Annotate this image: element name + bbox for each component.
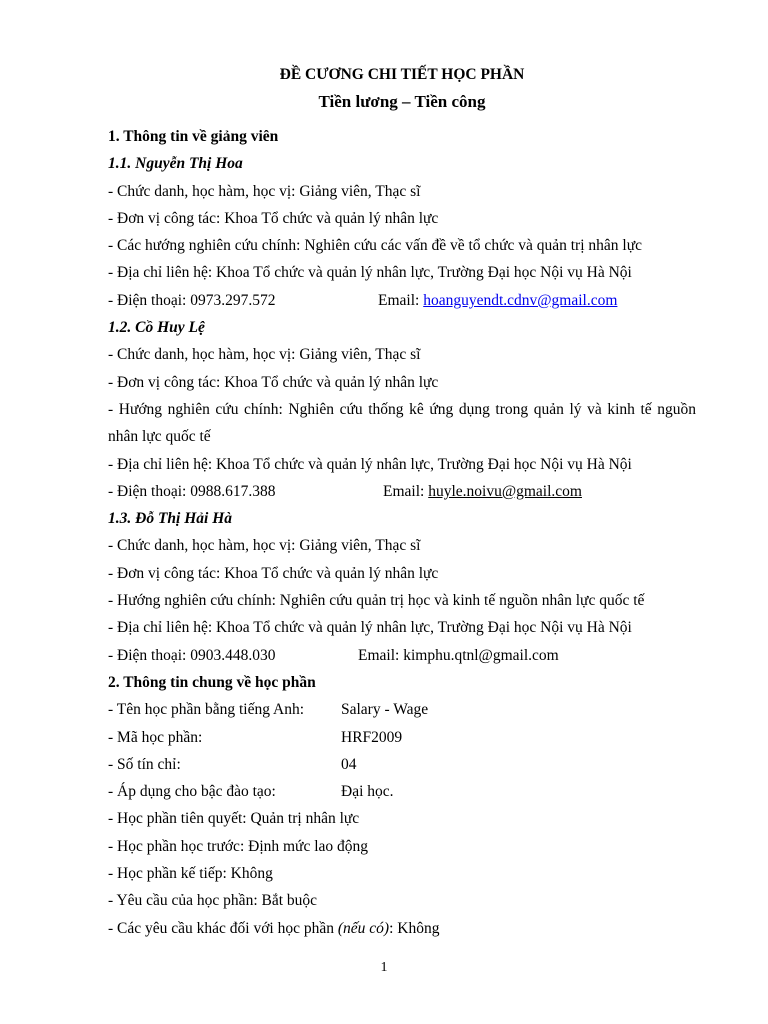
- lecturer-1-heading: 1.1. Nguyễn Thị Hoa: [108, 155, 243, 173]
- lecturer-2-research: - Hướng nghiên cứu chính: Nghiên cứu thống kê ứng dụng trong quản lý và kinh tế nguồn nhân lực quốc tế: [108, 400, 696, 446]
- lecturer-2-unit: - Đơn vị công tác: Khoa Tổ chức và quản lý nhân lực: [108, 373, 439, 391]
- lecturer-3-email: kimphu.qtnl@gmail.com: [403, 646, 559, 664]
- other-requirements-prefix: - Các yêu cầu khác đối với học phần: [108, 919, 338, 937]
- lecturer-1-research: - Các hướng nghiên cứu chính: Nghiên cứu các vấn đề về tổ chức và quản trị nhân lực: [108, 237, 642, 255]
- other-requirements-suffix: : Không: [389, 919, 440, 937]
- info-value: 04: [341, 755, 357, 773]
- other-requirements-note: (nếu có): [337, 919, 390, 937]
- lecturer-2-email-label: Email:: [383, 482, 425, 500]
- info-row-course-code: [108, 724, 696, 751]
- course-requirement: - Yêu cầu của học phần: Bắt buộc: [108, 892, 318, 910]
- lecturer-3-title: - Chức danh, học hàm, học vị: Giảng viên, Thạc sĩ: [108, 537, 421, 555]
- info-label: - Số tín chỉ:: [108, 755, 181, 773]
- lecturer-2-contact: [108, 478, 696, 505]
- lecturer-1-phone: - Điện thoại: 0973.297.572: [108, 291, 276, 309]
- info-row-english-name: [108, 696, 696, 723]
- info-label: - Mã học phần:: [108, 728, 203, 746]
- lecturer-1-contact: [108, 287, 696, 314]
- lecturer-3-unit: - Đơn vị công tác: Khoa Tổ chức và quản lý nhân lực: [108, 564, 439, 582]
- lecturer-2-title: - Chức danh, học hàm, học vị: Giảng viên, Thạc sĩ: [108, 346, 421, 364]
- lecturer-2-address: - Địa chỉ liên hệ: Khoa Tổ chức và quản lý nhân lực, Trường Đại học Nội vụ Hà Nội: [108, 455, 632, 473]
- lecturer-2-heading: 1.2. Cồ Huy Lệ: [108, 319, 205, 337]
- section-1-heading: 1. Thông tin về giảng viên: [108, 128, 279, 145]
- lecturer-2-phone: - Điện thoại: 0988.617.388: [108, 482, 276, 500]
- previous-course: - Học phần học trước: Định mức lao động: [108, 837, 369, 855]
- info-row-level: [108, 778, 696, 805]
- lecturer-1-unit: - Đơn vị công tác: Khoa Tổ chức và quản lý nhân lực: [108, 209, 439, 227]
- lecturer-1-email-label: Email:: [378, 291, 420, 309]
- lecturer-3-heading: 1.3. Đỗ Thị Hải Hà: [108, 510, 233, 528]
- info-value: Đại học.: [341, 783, 394, 801]
- document-title: ĐỀ CƯƠNG CHI TIẾT HỌC PHẦN: [279, 66, 525, 83]
- lecturer-1-address: - Địa chỉ liên hệ: Khoa Tổ chức và quản lý nhân lực, Trường Đại học Nội vụ Hà Nội: [108, 264, 632, 282]
- info-label: - Áp dụng cho bậc đào tạo:: [108, 783, 276, 801]
- document-subtitle: Tiền lương – Tiền công: [318, 92, 486, 111]
- section-2-heading: 2. Thông tin chung về học phần: [108, 673, 316, 691]
- lecturer-3-research: - Hướng nghiên cứu chính: Nghiên cứu quản trị học và kinh tế nguồn nhân lực quốc tế: [108, 592, 645, 610]
- info-label: - Tên học phần bằng tiếng Anh:: [108, 701, 305, 719]
- lecturer-3-address: - Địa chỉ liên hệ: Khoa Tổ chức và quản lý nhân lực, Trường Đại học Nội vụ Hà Nội: [108, 619, 632, 637]
- lecturer-2-email-link[interactable]: huyle.noivu@gmail.com: [428, 482, 582, 500]
- lecturer-1-title: - Chức danh, học hàm, học vị: Giảng viên, Thạc sĩ: [108, 182, 421, 200]
- next-course: - Học phần kế tiếp: Không: [108, 865, 273, 883]
- lecturer-3-contact: [108, 642, 696, 669]
- lecturer-1-email-link[interactable]: hoanguyendt.cdnv@gmail.com: [423, 291, 618, 309]
- info-value: Salary - Wage: [341, 701, 429, 719]
- lecturer-3-phone: - Điện thoại: 0903.448.030: [108, 646, 276, 664]
- prerequisite: - Học phần tiên quyết: Quản trị nhân lực: [108, 810, 360, 828]
- page-number: 1: [380, 960, 388, 975]
- info-value: HRF2009: [341, 728, 403, 746]
- lecturer-3-email-label: Email:: [358, 646, 400, 664]
- other-requirements: [108, 915, 696, 942]
- info-row-credits: [108, 751, 696, 778]
